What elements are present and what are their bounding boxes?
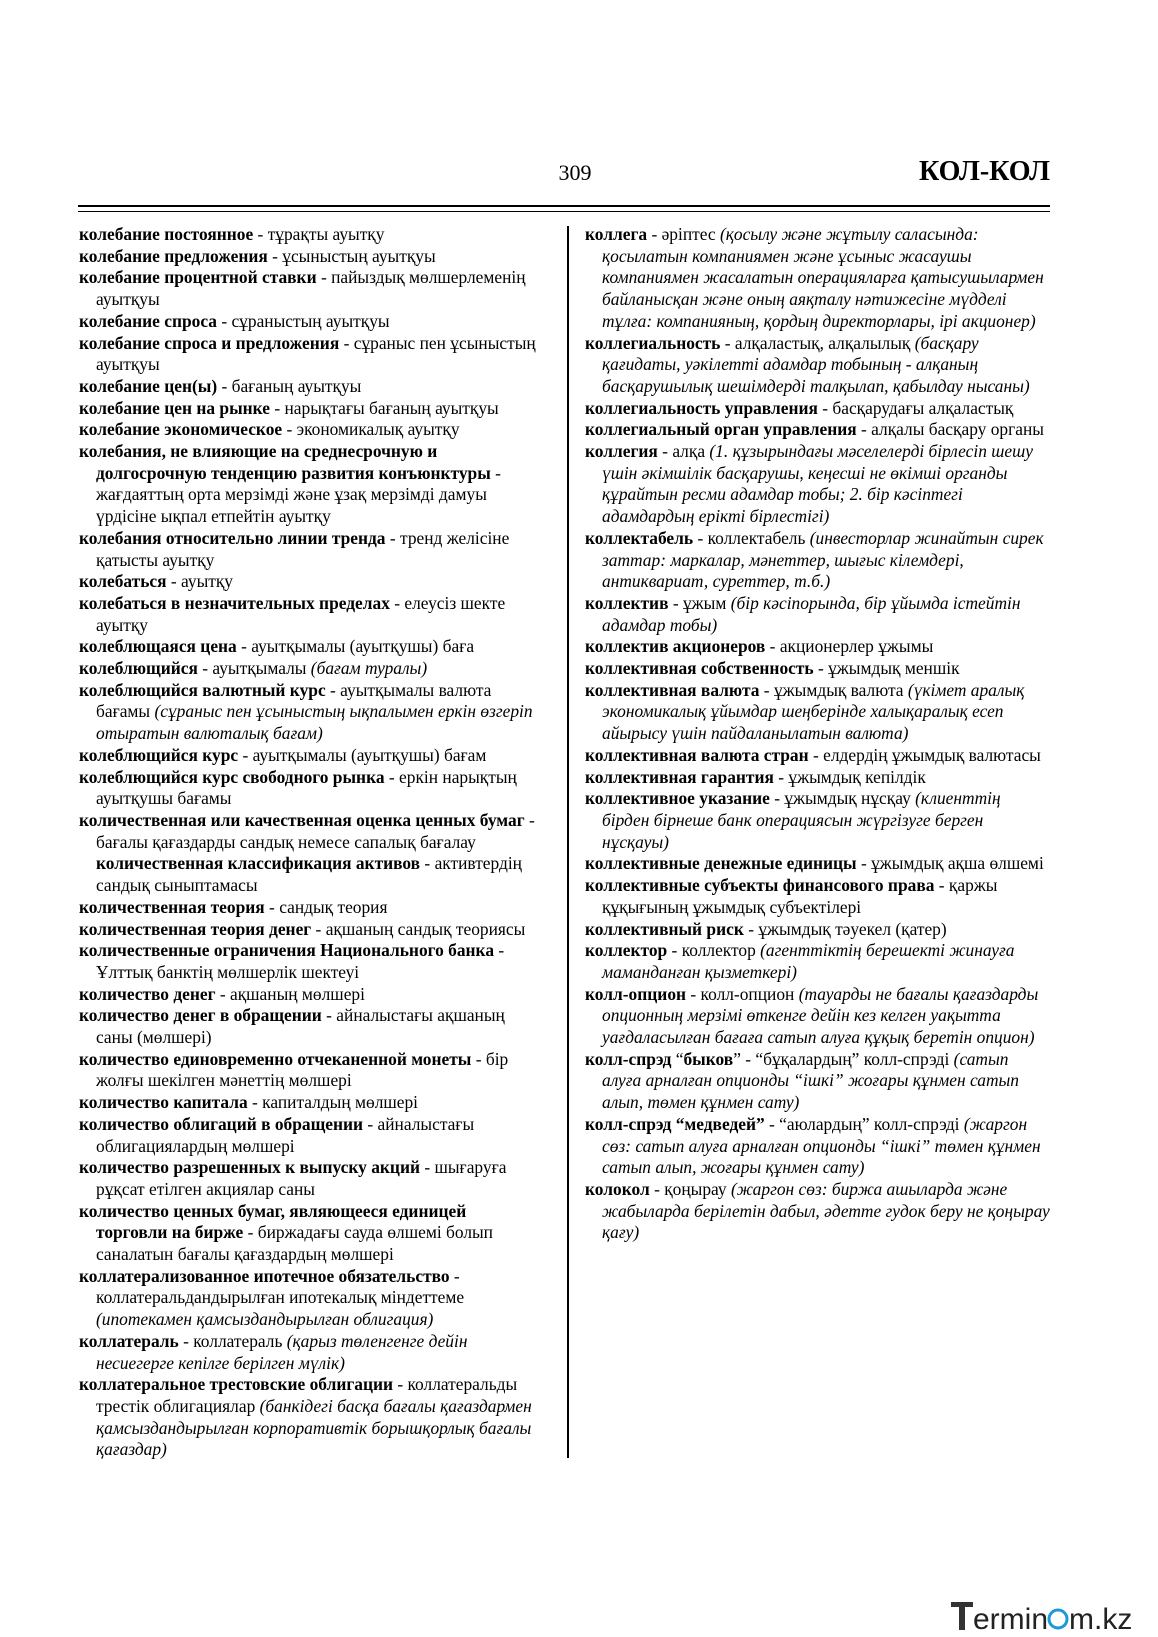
entry-definition: - айналыстағы ақшаның саны (мөлшері) <box>96 1005 505 1048</box>
entry-term: коллегиальность управления <box>585 397 818 418</box>
dictionary-entry <box>79 1092 537 1114</box>
entry-definition: - әріптес <box>647 224 720 244</box>
entry-term: колебаться в незначительных пределах <box>79 592 390 613</box>
entry-definition: - акционерлер ұжымы <box>765 636 934 657</box>
entry-term: коллегиальный орган управления <box>585 419 857 440</box>
entry-definition: - коллатераль <box>178 1330 287 1351</box>
entry-note: (банкідегі басқа бағалы қағаздармен қамсыздандырылған корпоративтік борышқорлық бағалы қағаздар) <box>96 1395 532 1460</box>
dictionary-entry <box>585 853 1050 875</box>
dictionary-entry <box>79 810 537 897</box>
entry-term: количественная или качественная оценка ценных бумаг <box>79 809 525 830</box>
dictionary-entry <box>585 528 1050 593</box>
right-column <box>585 224 1050 1244</box>
entry-definition: - елеусіз шекте ауытқу <box>96 592 506 635</box>
entry-note: (ипотекамен қамсыздандырылған облигация) <box>96 1309 434 1330</box>
entry-definition: - ұжымдық ақша өлшемі <box>856 853 1044 874</box>
entry-term: количество облигаций в обращении <box>79 1113 364 1134</box>
left-column <box>79 224 537 1461</box>
entry-term: коллективные денежные единицы <box>585 853 857 874</box>
dictionary-entry <box>585 1049 1050 1114</box>
entry-definition: - қаржы құқығының ұжымдық субъектілері <box>602 875 998 917</box>
dictionary-entry <box>585 398 1050 420</box>
dictionary-entry <box>585 919 1050 941</box>
entry-definition: - бір жолғы шекілген мәнеттің мөлшері <box>96 1048 509 1091</box>
entry-term: количественные ограничения Национального банка <box>79 940 495 961</box>
dictionary-entry <box>585 788 1050 853</box>
entry-term: колеблющийся курс <box>79 744 239 765</box>
dictionary-entry <box>79 528 537 571</box>
dictionary-entry <box>79 745 537 767</box>
dictionary-entry <box>79 593 537 636</box>
entry-term: коллективная собственность <box>585 658 814 679</box>
entry-term: коллективная валюта <box>585 679 760 700</box>
entry-definition: - ұжымдық кепілдік <box>773 766 926 787</box>
entry-definition: - ауытқу <box>166 571 233 592</box>
dictionary-entry <box>79 1005 537 1048</box>
entry-term: коллатерализованное ипотечное обязательство <box>79 1265 450 1286</box>
dictionary-entry <box>585 636 1050 658</box>
entry-term: коллатеральное трестовские облигации <box>79 1374 393 1395</box>
column-divider <box>567 226 569 1458</box>
dictionary-entry <box>79 419 537 441</box>
dictionary-entry <box>585 680 1050 745</box>
dictionary-entry <box>79 1331 537 1374</box>
entry-note: (тауарды не бағалы қағаздарды опционның мерзімі өткенге дейін кез келген уақытта уағдаласылған бағаға сатып алуға құқық беретін опцион) <box>602 983 1039 1048</box>
entry-definition: - коллектор <box>667 940 761 961</box>
dictionary-entry <box>585 658 1050 680</box>
dictionary-entry <box>79 680 537 745</box>
entry-definition: - ауытқымалы валюта бағамы <box>96 679 492 722</box>
dictionary-entry <box>585 984 1050 1049</box>
dictionary-entry <box>79 1266 537 1331</box>
entry-definition: - қоңырау <box>649 1178 731 1199</box>
entry-term: колебание постоянное <box>79 224 254 244</box>
dictionary-entry <box>79 658 537 680</box>
entry-term: коллективный риск <box>585 918 744 939</box>
entry-definition: - коллектабель <box>693 527 810 548</box>
entry-definition: - еркін нарықтың ауытқушы бағамы <box>96 766 517 809</box>
running-header: КОЛ-КОЛ <box>918 156 1050 187</box>
dictionary-entry <box>585 767 1050 789</box>
dictionary-entry <box>79 246 537 268</box>
entry-definition: - бағалы қағаздарды сандық немесе сапалық бағалау <box>96 809 535 852</box>
dictionary-entry <box>585 224 1050 333</box>
entry-definition: - капиталдың мөлшері <box>247 1092 419 1113</box>
entry-definition: - сандық теория <box>264 896 388 917</box>
dictionary-entry <box>79 376 537 398</box>
termincom-logo <box>945 1592 1145 1636</box>
page-number: 309 <box>558 160 592 185</box>
entry-definition: - шығаруға рұқсат етілген акциялар саны <box>96 1157 507 1199</box>
entry-definition: - экономикалық ауытқу <box>282 419 460 440</box>
entry-definition: - ауытқымалы <box>197 658 311 679</box>
entry-definition: - колл-опцион <box>686 983 799 1004</box>
entry-definition: - ұжым <box>668 592 731 613</box>
entry-definition: - жағдаяттың орта мерзімді және ұзақ мерзімді дамуы үрдісіне ықпал етпейтін ауытқу <box>96 462 501 527</box>
dictionary-entry <box>79 636 537 658</box>
dictionary-entry <box>79 897 537 919</box>
dictionary-entry <box>585 940 1050 983</box>
dictionary-entry <box>79 398 537 420</box>
entry-term: колеблющийся валютный курс <box>79 679 326 700</box>
entry-note: (инвесторлар жинайтын сирек заттар: маркалар, мәнеттер, шығыс кілемдері, антиквариат, суреттер, т.б.) <box>602 527 1044 592</box>
entry-definition: - ұжымдық тәуекел (қатер) <box>743 918 947 939</box>
entry-term: коллатераль <box>79 1330 179 1351</box>
dictionary-entry <box>585 745 1050 767</box>
entry-term: колеблющийся курс свободного рынка <box>79 766 385 787</box>
entry-definition: - ауытқымалы (ауытқушы) баға <box>236 636 475 657</box>
entry-note: (қосылу және жұтылу саласында: қосылатын компаниямен және ұсыныс жасаушы компаниямен жасалатын операцияларға қатысушылармен байланысқан және оның аяқталу нәтижесіне мүдделі тұлға: компанияның, қордың директорлары, ірі акционер) <box>602 224 1044 331</box>
dictionary-entry <box>79 571 537 593</box>
entry-term: колл-спрэд “медведей” <box>585 1113 765 1134</box>
entry-definition: - биржадағы сауда өлшемі болып саналатын бағалы қағаздардың мөлшері <box>96 1222 493 1265</box>
logo-text-left: ermin <box>973 1603 1049 1636</box>
entry-definition: - ұжымдық валюта <box>759 679 908 700</box>
dictionary-entry <box>79 441 537 528</box>
entry-term: колебаться <box>79 571 167 592</box>
dictionary-entry <box>79 984 537 1006</box>
dictionary-entry <box>79 1201 537 1266</box>
entry-note: (басқару қағидаты, уәкілетті адамдар тобының - алқаның басқарушылық шешімдерді талқылап, қабылдау нысаны) <box>602 332 1030 396</box>
dictionary-entry <box>79 1049 537 1092</box>
entry-term: коллегия <box>585 441 658 462</box>
entry-term: колебание экономическое <box>79 419 283 440</box>
entry-term: количество ценных бумаг, являющееся единицей торговли на бирже <box>79 1200 467 1243</box>
entry-note: (клиенттің бірден бірнеше банк операциясын жүргізуге берген нұсқауы) <box>602 788 1001 852</box>
entry-definition: - коллатеральды трестік облигациялар <box>96 1374 518 1416</box>
entry-definition: - ақшаның мөлшері <box>215 983 365 1004</box>
dictionary-entry <box>79 1157 537 1200</box>
dictionary-entry <box>585 1114 1050 1179</box>
entry-term: коллега <box>585 224 648 244</box>
entry-note: (жаргон сөз: сатып алуға арналған опционды “ішкі” төмен құнмен сатып алып, жоғары құнмен сату) <box>602 1113 1041 1178</box>
entry-definition: - алқаластық, алқалылық <box>720 332 915 353</box>
entry-term: количественная теория <box>79 896 265 917</box>
entry-note: (сұраныс пен ұсыныстың ықпалымен еркін өзгеріп отыратын валюталық бағам) <box>96 701 533 744</box>
entry-term: колебание процентной ставки <box>79 267 317 288</box>
entry-definition: “ <box>671 1048 684 1069</box>
dictionary-entry <box>585 593 1050 636</box>
entry-term: коллективные субъекты финансового права <box>585 875 935 896</box>
entry-definition: - сұраныс пен ұсыныстың ауытқуы <box>96 332 536 375</box>
logo-text-right: m.kz <box>1069 1603 1133 1636</box>
entry-term: коллегиальность <box>585 332 721 353</box>
dictionary-entry <box>79 1374 537 1461</box>
header-rule <box>78 205 1050 207</box>
entry-definition: - ұсыныстың ауытқуы <box>267 245 436 266</box>
entry-term: колебание цен(ы) <box>79 375 218 396</box>
entry-term: количество денег <box>79 983 216 1004</box>
entry-term: колл-спрэд <box>585 1048 672 1069</box>
dictionary-entry <box>79 767 537 810</box>
entry-note: (жаргон сөз: биржа ашыларда және жабыларда берілетін дабыл, әдетте гудок беру не қоңырау қағу) <box>602 1178 1050 1243</box>
entry-definition: - айналыстағы облигациялардың мөлшері <box>96 1113 475 1156</box>
entry-definition: ” - “бұқалардың” колл-спрэді <box>733 1048 954 1069</box>
entry-term: коллективная валюта стран <box>585 744 809 765</box>
dictionary-entry <box>585 419 1050 441</box>
entry-term: количество капитала <box>79 1092 248 1113</box>
entry-term: коллективная гарантия <box>585 766 774 787</box>
entry-term: коллектабель <box>585 527 694 548</box>
entry-note: (1. құзырындағы мәселелерді бірлесіп шешу үшін әкімшілік басқарушы, кеңесші не өкімші органды құрайтын ресми адамдар тобы; 2. бір кәсіптегі адамдардың ерікті бірлестігі) <box>602 441 1033 527</box>
entry-definition: - ақшаның сандық теориясы <box>311 918 526 939</box>
entry-term: колеблющаяся цена <box>79 636 237 657</box>
entry-definition: - “аюлардың” колл-спрэді <box>764 1113 964 1134</box>
entry-definition: - ұжымдық меншік <box>813 658 960 679</box>
dictionary-entry <box>79 267 537 310</box>
entry-term: количество единовременно отчеканенной монеты <box>79 1048 472 1069</box>
entry-term: колебания, не влияющие на среднесрочную и долгосрочную тенденцию развития конъюнктуры <box>79 441 491 483</box>
entry-note: (бағам туралы) <box>310 658 428 679</box>
entry-term: коллективное указание <box>585 788 770 809</box>
entry-definition: - пайыздық мөлшерлеменің ауытқуы <box>96 267 526 310</box>
entry-note: (агенттіктің берешекті жинауға маманданған қызметкері) <box>602 940 1015 982</box>
entry-note: (қарыз төленгенге дейін несиегерге кепілге берілген мүлік) <box>96 1330 468 1373</box>
entry-definition: - ауытқымалы (ауытқушы) бағам <box>238 744 487 765</box>
entry-term: колебания относительно линии тренда <box>79 527 386 548</box>
entry-note: (үкімет аралық экономикалық ұйымдар шеңберінде халықаралық есеп айырысу үшін пайдаланылатын валюта) <box>602 679 1025 744</box>
entry-definition: - ұжымдық нұсқау <box>769 788 916 809</box>
entry-definition: - тұрақты ауытқу <box>253 224 385 244</box>
logo-o-icon <box>1049 1610 1067 1628</box>
entry-term: колебание спроса и предложения <box>79 332 340 353</box>
entry-term: коллектив <box>585 592 669 613</box>
entry-term: колл-опцион <box>585 983 687 1004</box>
entry-definition: - бағаның ауытқуы <box>217 375 362 396</box>
entry-term: колебание цен на рынке <box>79 397 270 418</box>
entry-definition: - алқа <box>657 441 710 462</box>
entry-definition: - басқарудағы алқаластық <box>817 397 1014 418</box>
entry-term: колеблющийся <box>79 658 198 679</box>
entry-note: (бір кәсіпорында, бір ұйымда істейтін адамдар тобы) <box>602 592 1021 635</box>
entry-term: колебание спроса <box>79 310 217 331</box>
entry-definition: - елдердің ұжымдық валютасы <box>808 744 1041 765</box>
dictionary-entry <box>79 1114 537 1157</box>
entry-definition: - коллатеральдандырылған ипотекалық міндеттеме <box>96 1265 465 1308</box>
entry-term: количество разрешенных к выпуску акций <box>79 1157 420 1178</box>
entry-term: колокол <box>585 1178 650 1199</box>
dictionary-entry <box>585 441 1050 528</box>
entry-definition: - алқалы басқару органы <box>856 419 1044 440</box>
dictionary-entry <box>79 224 537 246</box>
entry-term: коллектив акционеров <box>585 636 766 657</box>
entry-term: количественная теория денег <box>79 918 312 939</box>
header-rule-thin <box>78 211 1050 212</box>
entry-term: быков <box>683 1048 734 1069</box>
entry-term: коллектор <box>585 940 668 961</box>
dictionary-entry <box>79 311 537 333</box>
dictionary-entry <box>79 940 537 983</box>
entry-term: количественная классификация активов <box>96 853 421 874</box>
entry-definition: - активтердің сандық сыныптамасы <box>96 853 522 896</box>
entry-definition: - тренд желісіне қатысты ауытқу <box>96 527 510 570</box>
dictionary-entry <box>585 333 1050 398</box>
dictionary-entry <box>79 333 537 376</box>
dictionary-entry <box>585 1179 1050 1244</box>
entry-definition: - сұраныстың ауытқуы <box>216 310 390 331</box>
entry-note: (сатып алуға арналған опционды “ішкі” жоғары құнмен сатып алып, төмен құнмен сату) <box>602 1048 1019 1113</box>
entry-definition: - нарықтағы бағаның ауытқуы <box>269 397 499 418</box>
dictionary-entry <box>79 919 537 941</box>
entry-term: количество денег в обращении <box>79 1005 322 1026</box>
entry-term: колебание предложения <box>79 245 268 266</box>
dictionary-entry <box>585 875 1050 918</box>
entry-definition: - Ұлттық банктің мөлшерлік шектеуі <box>96 940 505 982</box>
